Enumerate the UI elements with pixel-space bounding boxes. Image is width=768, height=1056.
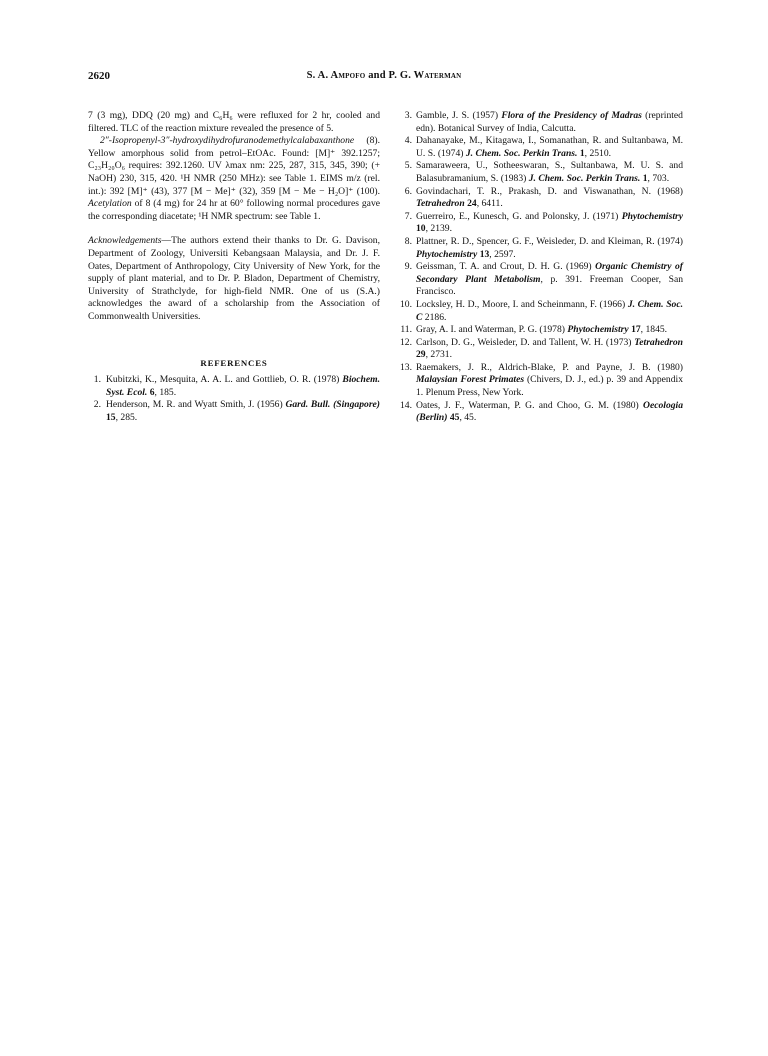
left-column [88, 110, 380, 424]
reference-journal: J. Chem. Soc. Perkin Trans. [528, 172, 641, 184]
reference-item [88, 399, 380, 424]
reference-item [398, 337, 683, 362]
reference-volume: 13 [477, 248, 490, 260]
acknowledgements-text: —The authors extend their thanks to Dr. G. Davison, Department of Zoology, Universiti Kebangsaan Malaysia, and Dr. J. F. Oates, Department of Anthropology, City University of New York, for the supply of plant material, and to Dr. P. Bladon, Department of Chemistry, University of Strathclyde, for high-field NMR. One of us (S.A.) acknowledges the award of a scholarship from the Association of Commonwealth Universities. [88, 235, 380, 322]
reference-pages: , 703. [647, 172, 670, 184]
reference-pages: , p. 391. Freeman Cooper, San Francisco. [416, 273, 683, 298]
reference-item [398, 186, 683, 211]
reference-pages: , 45. [459, 412, 477, 424]
reference-journal: Organic Chemistry of Secondary Plant Metabolism [416, 261, 683, 285]
reference-number: 10. [400, 298, 412, 310]
reference-authors: Kubitzki, K., Mesquita, A. A. L. and Gottlieb, O. R. (1978) [106, 374, 343, 386]
reference-authors: Raemakers, J. R., Aldrich-Blake, P. and Payne, J. B. (1980) [416, 361, 683, 373]
reference-authors: Locksley, H. D., Moore, I. and Scheinmann, F. (1966) [416, 298, 628, 310]
running-head-authors [88, 70, 680, 81]
reference-number: 14. [400, 399, 412, 411]
running-head-part: S. A. A [306, 70, 339, 81]
reference-authors: Samaraweera, U., Sotheeswaran, S., Sultanbawa, M. U. S. and Balasubramanium, S. (1983) [416, 160, 683, 184]
reference-volume: 17 [628, 324, 641, 336]
reference-journal: J. Chem. Soc. Perkin Trans. [465, 147, 578, 159]
experimental-paragraph-2 [88, 135, 380, 223]
reference-number: 8. [404, 235, 412, 247]
reference-item [398, 135, 683, 160]
reference-volume: 29 [416, 349, 426, 361]
reference-journal: Tetrahedron [634, 336, 683, 348]
reference-authors: Plattner, R. D., Spencer, G. F., Weisleder, D. and Kleiman, R. (1974) [416, 235, 683, 247]
reference-number: 6. [404, 185, 412, 197]
reference-volume: 45 [447, 412, 460, 424]
reference-item [88, 374, 380, 399]
reference-volume: 24 [464, 198, 477, 210]
page-header [88, 70, 680, 88]
acetylation-label: Acetylation [88, 198, 132, 210]
acknowledgements-lead: Acknowledgements [88, 235, 162, 247]
reference-pages: 2186. [422, 311, 447, 323]
reference-pages: , 1845. [640, 324, 668, 336]
reference-item [398, 110, 683, 135]
reference-number: 11. [400, 324, 412, 336]
reference-journal: Phytochemistry [621, 210, 683, 222]
reference-list-left [88, 374, 380, 424]
reference-journal: Biochem. Syst. Ecol. [106, 374, 380, 398]
reference-number: 4. [404, 135, 412, 147]
compound-data: Yellow amorphous solid from petrol–EtOAc. Found: [M]⁺ 392.1257; C₂₃H₂₀O₆ requires: 392.1260. UV λmax nm: 225, 287, 315, 345, 390; (+ NaOH) 230, 315, 420. ¹H NMR (250 MHz): see Table 1. EIMS m/z (rel. int.): 392 [M]⁺ (43), 377 [M − Me]⁺ (32), 359 [M − Me − H₂O]⁺ (100). [88, 147, 380, 197]
reference-item [398, 261, 683, 299]
reference-authors: Guerreiro, E., Kunesch, G. and Polonsky, J. (1971) [416, 210, 622, 222]
compound-label: (8). [354, 135, 380, 147]
reference-journal: Flora of the Presidency of Madras [501, 110, 642, 121]
reference-number: 12. [400, 336, 412, 348]
reference-volume: 6 [147, 386, 155, 398]
page-number: 2620 [88, 70, 110, 82]
running-head-part: mpofo [338, 70, 366, 81]
reference-journal: Oecologia (Berlin) [416, 399, 683, 424]
reference-item [398, 362, 683, 400]
reference-pages: (Chivers, D. J., ed.) p. 39 and Appendix 1. Plenum Press, New York. [416, 374, 683, 399]
reference-number: 7. [404, 210, 412, 222]
reference-list-right [398, 110, 683, 425]
reference-pages: , 285. [115, 411, 138, 423]
reference-authors: Dahanayake, M., Kitagawa, I., Somanathan, R. and Sultanbawa, M. U. S. (1974) [416, 135, 683, 159]
reference-item [398, 299, 683, 324]
reference-journal: Gard. Bull. (Singapore) [285, 399, 381, 411]
reference-journal: J. Chem. Soc. C [416, 298, 683, 323]
right-column [398, 110, 683, 425]
acetylation-text: of 8 (4 mg) for 24 hr at 60° following normal procedures gave the corresponding diacetate; ¹H NMR spectrum: see Table 1. [88, 198, 380, 222]
reference-pages: , 185. [154, 386, 177, 398]
reference-number: 13. [400, 361, 412, 373]
reference-authors: Gamble, J. S. (1957) [416, 110, 502, 121]
reference-authors: Henderson, M. R. and Wyatt Smith, J. (1956) [106, 399, 286, 411]
reference-volume: 15 [106, 411, 116, 423]
reference-pages: , 2139. [425, 223, 452, 235]
reference-journal: Tetrahedron [416, 198, 465, 210]
reference-pages: , 6411. [476, 198, 503, 210]
reference-volume: 10 [416, 223, 426, 235]
reference-authors: Oates, J. F., Waterman, P. G. and Choo, G. M. (1980) [416, 399, 644, 411]
reference-authors: Geissman, T. A. and Crout, D. H. G. (1969) [416, 261, 596, 273]
reference-number: 5. [404, 160, 412, 172]
reference-pages: , 2731. [425, 349, 452, 361]
reference-authors: Govindachari, T. R., Prakash, D. and Viswanathan, N. (1968) [416, 185, 683, 197]
experimental-paragraph-1: 7 (3 mg), DDQ (20 mg) and C₆H₆ were refluxed for 2 hr, cooled and filtered. TLC of the reaction mixture revealed the presence of 5. [88, 110, 380, 134]
running-head-part: and P. G. W [365, 70, 425, 81]
reference-item [398, 236, 683, 261]
reference-item [398, 211, 683, 236]
reference-item [398, 160, 683, 185]
compound-name: 2″-Isopropenyl-3″-hydroxydihydrofuranodemethylcalabaxanthone [100, 135, 355, 147]
reference-pages: (reprinted edn). Botanical Survey of India, Calcutta. [416, 110, 683, 134]
reference-pages: , 2510. [584, 147, 612, 159]
reference-volume: 1 [640, 172, 648, 184]
reference-number: 1. [93, 374, 101, 386]
reference-number: 3. [404, 110, 412, 121]
acknowledgements [88, 235, 380, 323]
running-head-part: aterman [424, 70, 462, 81]
reference-number: 2. [93, 399, 101, 411]
reference-journal: Malaysian Forest Primates [416, 374, 525, 386]
reference-journal: Phytochemistry [567, 324, 629, 336]
reference-pages: , 2597. [489, 248, 516, 260]
reference-journal: Phytochemistry [416, 248, 478, 260]
reference-volume: 1 [577, 147, 585, 159]
reference-number: 9. [404, 261, 412, 273]
references-heading: REFERENCES [200, 357, 268, 368]
reference-item [398, 400, 683, 425]
reference-authors: Gray, A. I. and Waterman, P. G. (1978) [416, 324, 568, 336]
reference-authors: Carlson, D. G., Weisleder, D. and Tallent, W. H. (1973) [416, 336, 635, 348]
reference-item [398, 324, 683, 337]
